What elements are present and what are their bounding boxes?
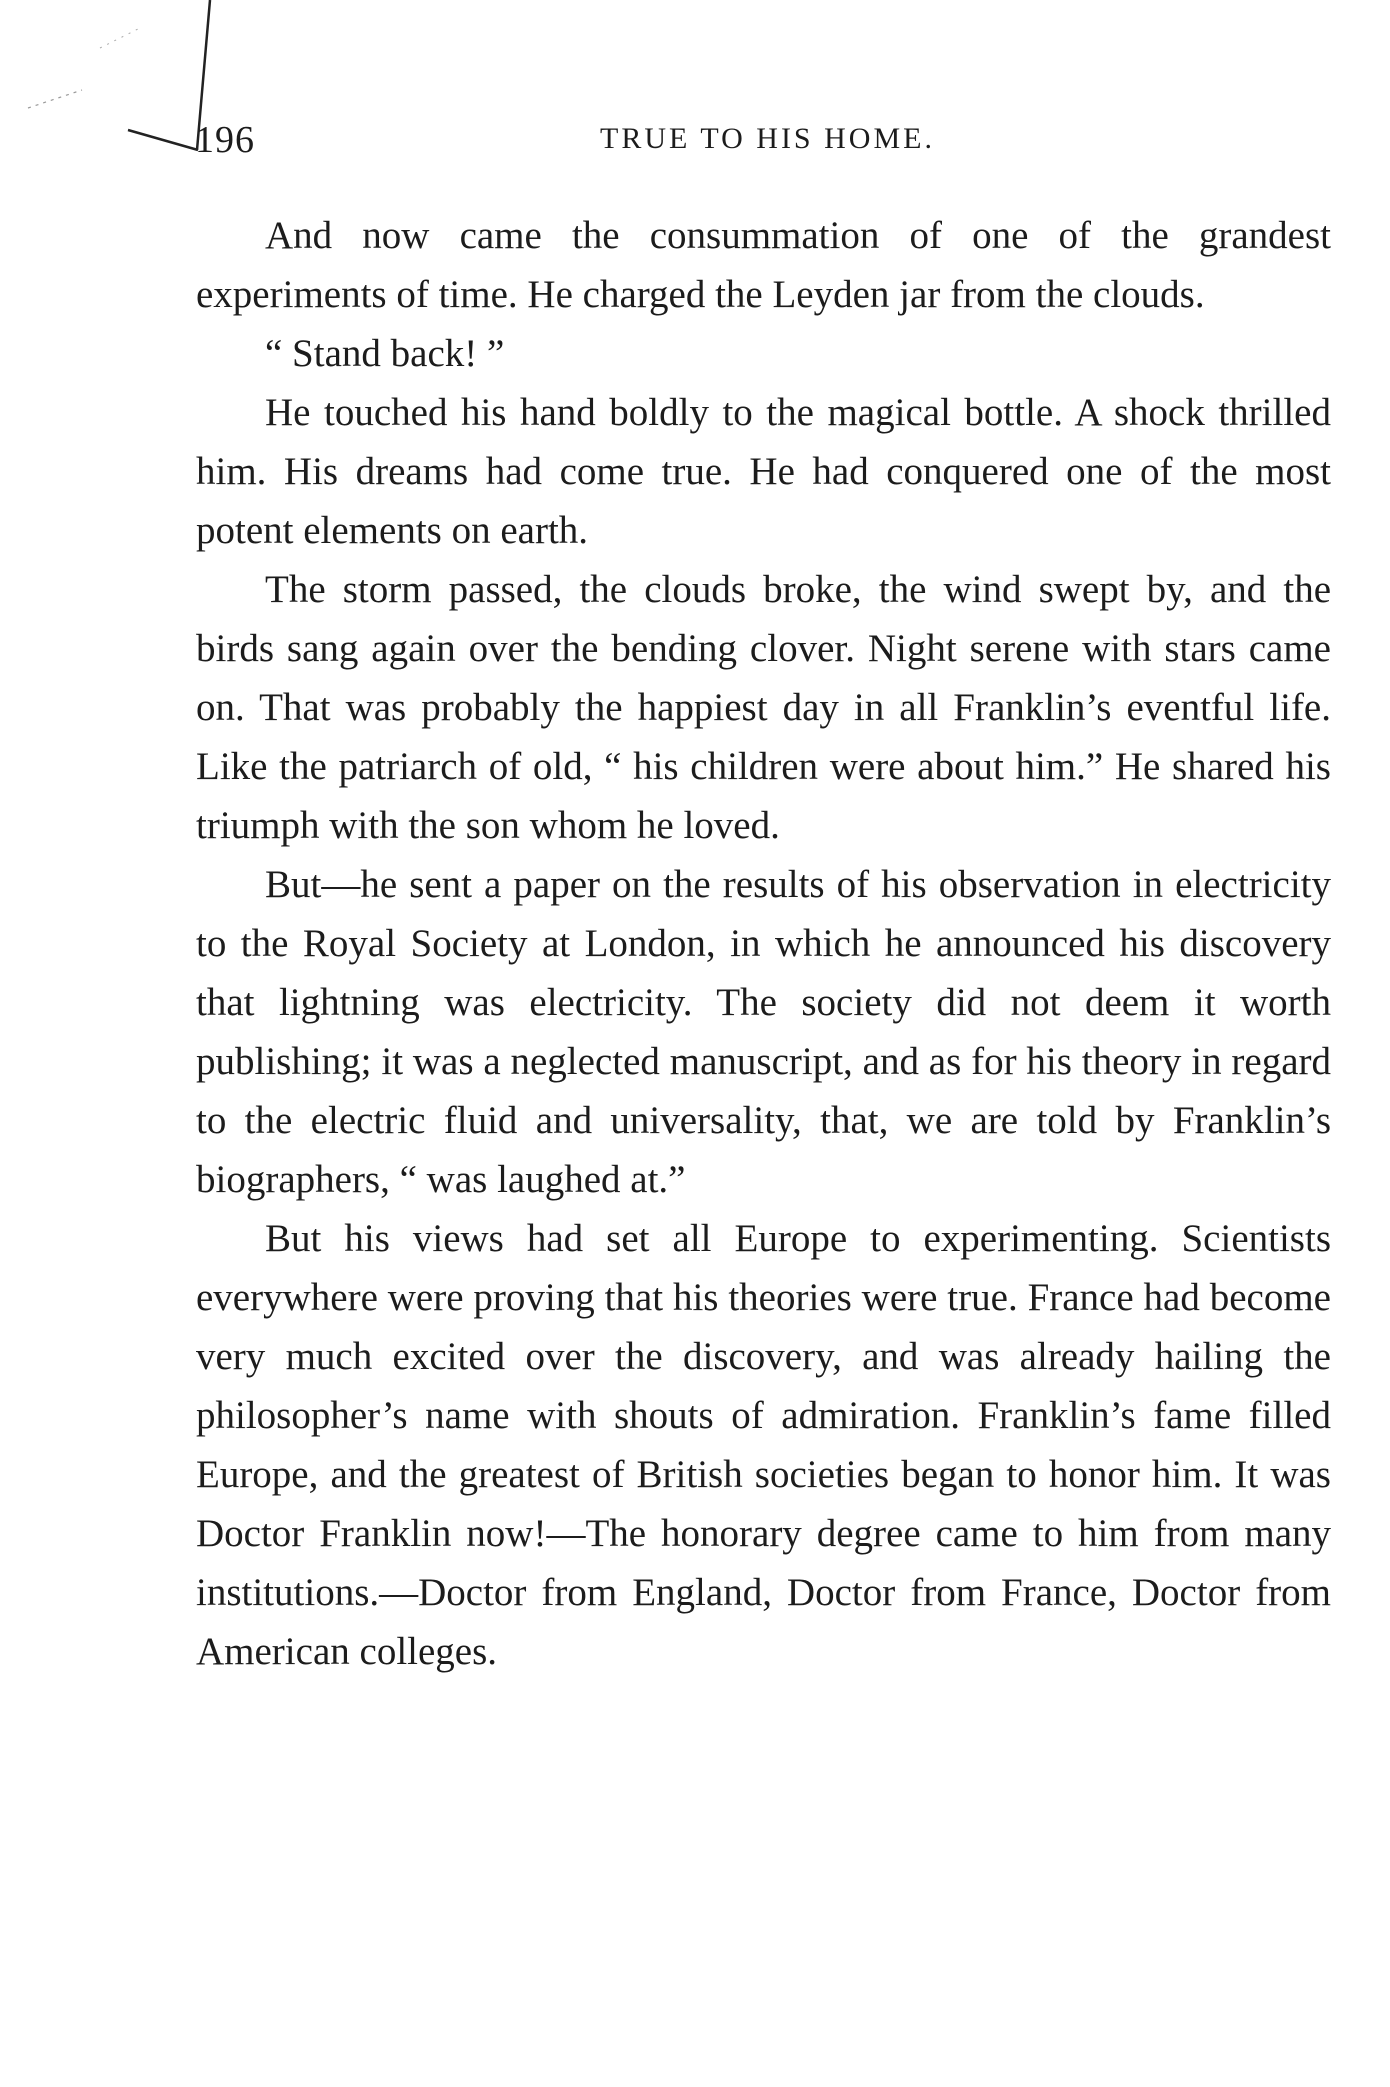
- paragraph-2: “ Stand back! ”: [265, 332, 505, 375]
- running-head: [195, 118, 1330, 168]
- crop-mark-horizontal: [128, 130, 198, 150]
- page-number: 196: [195, 119, 255, 161]
- crop-mark-faint: [28, 90, 82, 108]
- paragraph-1: And now came the consummation of one of the grandest experiments of time. He charged the Leyden jar from the clouds.: [196, 214, 1331, 316]
- paragraph-5: But—he sent a paper on the results of his observation in electricity to the Royal Society at London, in which he announced his discovery that lightning was electricity. The society did not deem it worth publishing; it was a neglected manuscript, and as for his theory in regard to the electric fluid and universality, that, we are told by Franklin’s biographers, “ was laughed at.”: [196, 863, 1331, 1201]
- paragraph-6: But his views had set all Europe to experimenting. Scientists everywhere were proving that his theories were true. France had become very much excited over the discovery, and was already hailing the philosopher’s name with shouts of admiration. Franklin’s fame filled Europe, and the greatest of British societies began to honor him. It was Doctor Franklin now!—The honorary degree came to him from many institutions.—Doctor from England, Doctor from France, Doctor from American colleges.: [196, 1217, 1331, 1673]
- paragraph-3: He touched his hand boldly to the magical bottle. A shock thrilled him. His dreams had come true. He had conquered one of the most potent elements on earth.: [196, 391, 1331, 552]
- paragraph-4: The storm passed, the clouds broke, the wind swept by, and the birds sang again over the bending clover. Night serene with stars came on. That was probably the happiest day in all Franklin’s eventful life. Like the patriarch of old, “ his children were about him.” He shared his triumph with the son whom he loved.: [196, 568, 1331, 847]
- crop-mark-faint-2: [100, 28, 140, 48]
- body-text: [196, 206, 1331, 1681]
- running-title: TRUE TO HIS HOME.: [600, 122, 935, 155]
